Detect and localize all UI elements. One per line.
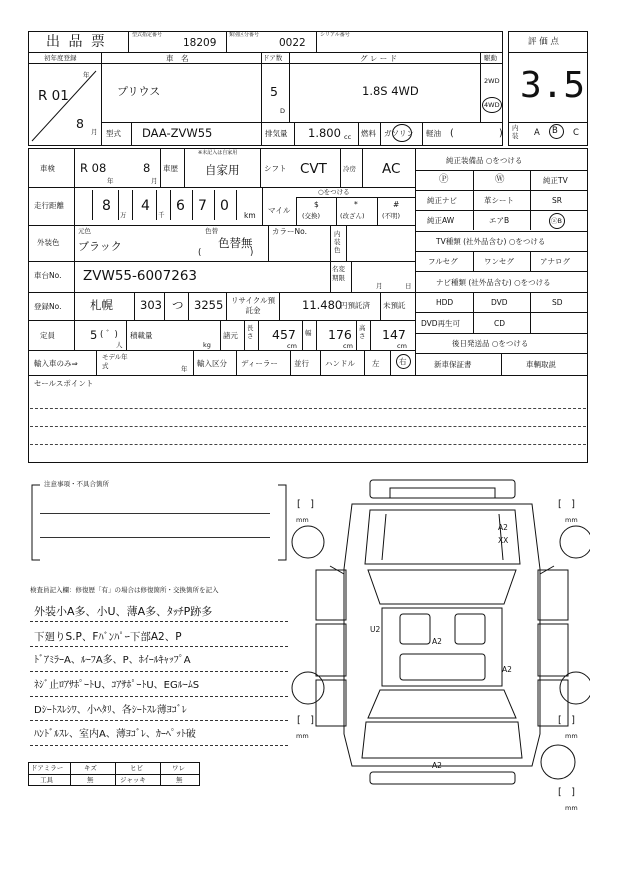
mm-5: mm [565,804,578,812]
drive-4wd: 4WD [484,101,500,109]
mileage-man: 万 [120,211,127,219]
load-label: 積載量 [130,331,153,340]
mark-a2-roof: A2 [432,637,442,646]
shift-value: CVT [300,161,327,177]
hw-line-4: ﾈｼﾞ止ﾛｱｻﾎﾟｰﾄU、ｺｱｻﾎﾟｰﾄU、EGﾙｰﾑS [34,680,200,691]
first-reg-label: 初年度登録 [44,54,77,62]
swap-label: (交換) [302,212,321,220]
name-change-month: 月 [376,282,383,290]
serial-label: シリアル番号 [320,32,350,38]
hw-line-3: ﾄﾞｱﾐﾗｰA、ﾙｰﾌA多、P、ﾎｲｰﾙｷｬｯﾌﾟA [34,655,191,666]
equip-aw: 純正AW [427,216,455,225]
mm-2: mm [565,516,578,524]
mark-u2: U2 [370,625,381,634]
mileage-d4: 7 [198,198,207,214]
handle-left: 左 [372,359,380,368]
reg-label: 登録No. [34,302,62,311]
tt-tools-none: 無 [87,776,94,784]
reg-city: 札幌 [90,298,113,312]
fuel-label: 燃料 [361,129,376,138]
displacement-value: 1.800 [308,126,341,140]
mm-4: mm [565,732,578,740]
shaken-month-unit: 月 [151,177,158,185]
reg-number: 3255 [194,298,224,312]
recycle-label: リサイクル預託金 [231,296,275,315]
color-label: 外装色 [37,238,60,247]
navi-dvd: DVD [491,298,508,307]
score-label: 評 価 点 [528,37,559,47]
reg-kana: つ [172,298,184,312]
mileage-d1: 8 [102,198,111,214]
sales-point-label: セールスポイント [34,379,94,388]
equip-airbag: エアB [489,216,510,225]
import-label: 輸入車のみ⇒ [34,359,78,368]
hw-line-1: 外装小A多、小U、薄A多、ﾀｯﾁP跡多 [34,605,213,618]
tt-hibi: ヒビ [130,764,143,772]
capacity-value: 5 [90,328,98,342]
import-type-label: 輸入区分 [197,359,227,368]
mark-a2-rear-bumper: A2 [432,761,442,770]
first-reg-month: 8 [76,116,84,131]
equip-sr: SR [552,196,562,205]
type-designation-label: 型式指定番号 [132,32,163,38]
equipment-title: 純正装備品 ○をつける [446,156,523,165]
tt-kizu: キズ [84,764,97,772]
grade-value: 1.8S 4WD [362,84,419,98]
history-value: 自家用 [205,163,240,177]
first-reg-month-unit: 月 [91,128,98,136]
interior-label: 内装 [512,124,519,140]
recycle-done: 円預託済 [340,301,370,310]
later-warranty: 新車保証書 [434,360,472,369]
type-designation-value: 18209 [183,37,217,49]
capacity-label: 定員 [40,331,55,340]
swap-symbol: $ [314,200,319,209]
dim-label: 諸元 [223,331,238,340]
height-value: 147 [382,327,406,342]
attach-note: ○をつける [318,188,350,196]
mileage-sen: 千 [158,211,165,219]
tt-jack-none: 無 [176,776,183,784]
doors-label: ドア数 [263,54,283,62]
mileage-d2: 4 [141,198,150,214]
color-swap-value: 色替無 [218,236,253,250]
unknown-label: (不明) [382,212,401,220]
reg-class: 303 [140,298,162,312]
tv-analog: アナログ [540,257,570,266]
mile-label: マイル [268,206,291,215]
interior-c: C [573,128,579,138]
height-label: 高さ [359,324,366,340]
hw-line-2: 下廻りS.P、Fﾊﾞﾝﾊﾟｰ下部A2、P [34,631,182,643]
navi-hdd: HDD [436,298,454,307]
header-box [28,31,503,52]
displacement-unit: cc [344,133,352,141]
first-reg-year: R 01 [38,88,69,104]
equip-p: Ⓟ [439,174,449,185]
score-value: 3.5 [520,65,586,106]
name-change-label: 名変期限 [332,265,345,282]
car-name-label: 車 名 [166,54,189,63]
notes-label: 注意事項・不具合箇所 [44,480,109,488]
tt-mirror: ドアミラー [31,764,64,772]
doors-value: 5 [270,84,278,99]
dealer-label: ディーラー [241,359,278,368]
navi-sd: SD [552,298,563,307]
notes-bracket [28,482,290,562]
unknown-symbol: # [393,200,400,209]
doors-suffix: D [280,107,286,115]
tamper-label: (改ざん) [340,212,365,220]
history-note: ※未記入は自家用 [198,150,238,156]
width-cm: cm [343,342,353,350]
color-swap-label: 色替 [205,227,218,235]
grade-label: グ レ ー ド [360,54,398,63]
form-title: 出 品 票 [46,34,107,50]
handle-label: ハンドル [325,359,355,368]
interior-color-label: 内装色 [334,230,341,254]
drive-label: 駆動 [484,54,497,62]
interior-a: A [534,128,540,138]
color-no-label: カラーNo. [272,227,307,236]
name-change-day: 日 [405,282,412,290]
equip-w: Ⓦ [495,174,505,185]
car-name-value: プリウス [117,85,161,98]
shaken-month: 8 [143,161,151,175]
width-label: 幅 [305,329,312,337]
mileage-label: 走行距離 [34,201,64,210]
drive-2wd: 2WD [484,77,500,85]
equip-ab: ⓐB [551,217,562,225]
mark-a2-front-right: A2 [498,523,508,532]
light-oil-label: 軽油 [426,129,441,138]
history-label: 車歴 [163,164,178,173]
parallel-label: 並行 [294,359,309,368]
original-color-label: 元色 [78,227,91,235]
handle-right: 右 [399,357,407,366]
interior-b: B [552,126,558,136]
mileage-d3: 6 [176,198,185,214]
height-cm: cm [397,342,407,350]
tt-jack: ジャッキ [120,776,146,784]
model-label: 型式 [106,129,121,138]
tt-ware: ワレ [172,764,185,772]
length-value: 457 [272,327,296,342]
mark-a2-rear-right: A2 [502,665,512,674]
width-value: 176 [328,327,352,342]
tv-full: フルセグ [428,257,458,266]
equip-tv: 純正TV [543,176,568,185]
shaken-year-unit: 年 [107,177,114,185]
shaken-year: R 08 [80,161,107,175]
hw-line-5: Dｼｰﾄｽﾚｼﾜ、小ﾍﾀﾘ、各ｼｰﾄｽﾚ薄ﾖｺﾞﾚ [34,705,187,716]
capacity-unit: 人 [116,341,123,349]
model-year-unit: 年 [181,365,188,373]
fuel-value: ガソリン [384,129,414,138]
recycle-value: 11.480 [302,298,343,312]
category-value: 0022 [279,37,306,49]
navi-cd: CD [494,319,506,328]
original-color-value: ブラック [78,240,122,253]
tamper-symbol: * [354,200,358,209]
length-label: 長さ [247,324,254,340]
later-manual: 車輌取説 [526,360,556,369]
tt-tools: 工具 [40,776,53,784]
mm-1: mm [296,516,309,524]
inspector-note: 検査員記入欄：修復歴「有」の場合は修復箇所・交換箇所を記入 [30,586,219,594]
mileage-d5: 0 [220,198,229,214]
cooler-value: AC [382,161,401,177]
shift-label: シフト [264,164,287,173]
model-value: DAA-ZVW55 [142,126,213,140]
navi-dvd-play: DVD再生可 [421,319,461,328]
mileage-unit: km [244,211,256,220]
model-year-label: モデル年式 [102,353,128,370]
hw-line-6: ﾊﾝﾄﾞﾙｽﾚ、室内A、薄ﾖｺﾞﾚ、ｶｰﾍﾟｯﾄ破 [34,729,196,740]
first-reg-year-unit: 年 [83,71,90,79]
navi-title: ナビ種類 (社外品含む) ○をつける [436,278,551,287]
category-label: 類別区分番号 [229,32,260,38]
mark-xx: XX [498,536,509,545]
chassis-value: ZVW55-6007263 [83,268,198,284]
tv-one: ワンセグ [484,257,514,266]
mm-3: mm [296,732,309,740]
tv-title: TV種類 (社外品含む) ○をつける [436,237,546,246]
shaken-label: 車検 [40,164,55,173]
equip-leather: 革シート [484,196,514,205]
load-unit: kg [203,341,211,349]
length-cm: cm [287,342,297,350]
chassis-label: 車台No. [34,271,62,280]
equip-navi: 純正ナビ [427,196,457,205]
cooler-label: 冷房 [343,165,356,173]
later-title: 後日発送品 ○をつける [452,339,529,348]
recycle-not: 未預託 [383,301,406,310]
displacement-label: 排気量 [265,129,288,138]
